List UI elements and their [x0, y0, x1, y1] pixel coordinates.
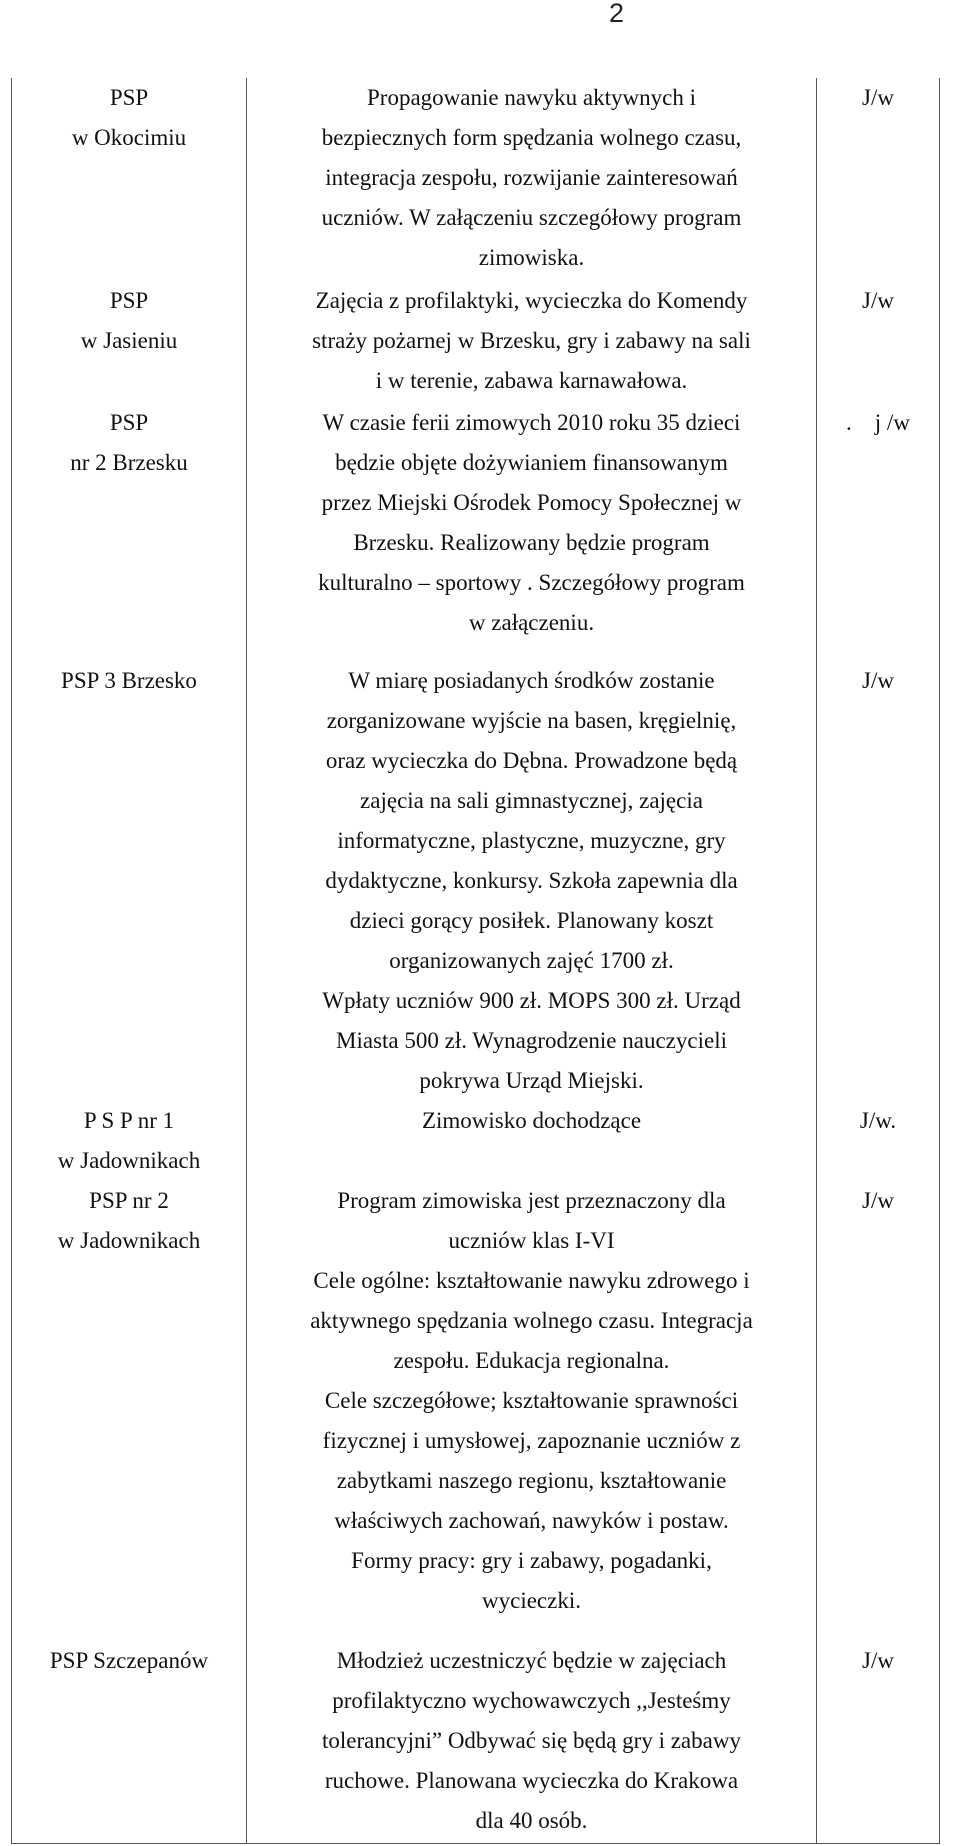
status-cell — [817, 661, 940, 1101]
table-row — [12, 78, 940, 281]
school-cell — [12, 1641, 247, 1844]
status-cell — [817, 1101, 940, 1181]
description-line: tolerancyjni” Odbywać się będą gry i zabawy — [322, 1728, 741, 1753]
table-row — [12, 1181, 940, 1641]
description-line: fizycznej i umysłowej, zapoznanie uczniów z — [322, 1428, 741, 1453]
description-line: Program zimowiska jest przeznaczony dla — [337, 1188, 726, 1213]
description-line: integracja zespołu, rozwijanie zainteresowań — [325, 165, 738, 190]
school-name-line: PSP — [109, 288, 149, 313]
table-row — [12, 1101, 940, 1181]
description-line: Cele szczegółowe; kształtowanie sprawności — [324, 1388, 739, 1413]
status-text: J/w — [862, 1188, 894, 1213]
table-row — [12, 1641, 940, 1844]
description-line: Propagowanie nawyku aktywnych i — [367, 85, 696, 110]
school-name-line: P S P nr 1 — [83, 1108, 175, 1133]
table-row — [12, 403, 940, 661]
school-cell — [12, 78, 247, 281]
description-line: dydaktyczne, konkursy. Szkoła zapewnia dla — [325, 868, 738, 893]
description-cell — [247, 1181, 817, 1641]
description-line: zespołu. Edukacja regionalna. — [393, 1348, 670, 1373]
status-cell — [817, 1641, 940, 1844]
description-line: Miasta 500 zł. Wynagrodzenie nauczycieli — [336, 1028, 727, 1053]
description-line: zorganizowane wyjście na basen, kręgielnię, — [326, 708, 737, 733]
school-cell — [12, 1181, 247, 1641]
description-cell — [247, 1641, 817, 1844]
school-name-line: w Jadownikach — [57, 1228, 201, 1253]
description-line: bezpiecznych form spędzania wolnego czasu, — [321, 125, 742, 150]
description-line: W czasie ferii zimowych 2010 roku 35 dzieci — [322, 410, 741, 435]
status-cell — [817, 281, 940, 403]
school-name-line: w Jadownikach — [57, 1148, 201, 1173]
status-text: J/w — [862, 668, 894, 693]
description-cell — [247, 403, 817, 661]
description-line: Cele ogólne: kształtowanie nawyku zdrowego i — [313, 1268, 750, 1293]
school-name-line: w Jasieniu — [80, 328, 178, 353]
school-name-line: w Okocimiu — [71, 125, 187, 150]
status-text: J/w — [862, 288, 894, 313]
status-text: J/w. — [859, 1108, 897, 1133]
description-line: informatyczne, plastyczne, muzyczne, gry — [337, 828, 726, 853]
school-name-line: PSP Szczepanów — [49, 1648, 209, 1673]
school-cell — [12, 281, 247, 403]
school-name-line: nr 2 Brzesku — [70, 450, 188, 475]
school-name-line: PSP — [109, 410, 149, 435]
description-cell — [247, 78, 817, 281]
description-line: dla 40 osób. — [475, 1808, 588, 1833]
description-line: uczniów. W załączeniu szczegółowy program — [321, 205, 742, 230]
description-cell — [247, 1101, 817, 1181]
status-cell — [817, 1181, 940, 1641]
description-line: pokrywa Urząd Miejski. — [419, 1068, 644, 1093]
description-line: w załączeniu. — [468, 610, 595, 635]
description-line: Młodzież uczestniczyć będzie w zajęciach — [336, 1648, 727, 1673]
description-line: Brzesku. Realizowany będzie program — [353, 530, 710, 555]
status-cell — [817, 403, 940, 661]
description-line: straży pożarnej w Brzesku, gry i zabawy na sali — [312, 328, 751, 353]
status-text: J/w — [862, 85, 894, 110]
school-name-line: PSP nr 2 — [89, 1188, 169, 1213]
description-line: zabytkami naszego regionu, kształtowanie — [336, 1468, 727, 1493]
description-line: W miarę posiadanych środków zostanie — [348, 668, 715, 693]
description-line: uczniów klas I-VI — [448, 1228, 615, 1253]
description-line: oraz wycieczka do Dębna. Prowadzone będą — [325, 748, 738, 773]
description-line: ruchowe. Planowana wycieczka do Krakowa — [324, 1768, 739, 1793]
school-name-line: PSP 3 Brzesko — [61, 668, 197, 693]
description-line: Wpłaty uczniów 900 zł. MOPS 300 zł. Urząd — [322, 988, 741, 1013]
schedule-rows — [12, 78, 940, 1844]
description-line: wycieczki. — [482, 1588, 581, 1613]
description-line: przez Miejski Ośrodek Pomocy Społecznej w — [321, 490, 742, 515]
table-row — [12, 661, 940, 1101]
description-line: profilaktyczno wychowawczych ,,Jesteśmy — [332, 1688, 731, 1713]
description-line: Zimowisko dochodzące — [421, 1108, 642, 1133]
description-line: zimowiska. — [478, 245, 585, 270]
description-line: Formy pracy: gry i zabawy, pogadanki, — [351, 1548, 712, 1573]
description-line: dzieci gorący posiłek. Planowany koszt — [349, 908, 714, 933]
description-line: aktywnego spędzania wolnego czasu. Integracja — [310, 1308, 753, 1333]
description-cell — [247, 661, 817, 1101]
school-cell — [12, 1101, 247, 1181]
description-line: kulturalno – sportowy . Szczegółowy program — [318, 570, 745, 595]
status-text: . j /w — [846, 410, 910, 435]
description-line: Zajęcia z profilaktyki, wycieczka do Komendy — [315, 288, 748, 313]
school-cell — [12, 661, 247, 1101]
description-line: i w terenie, zabawa karnawałowa. — [375, 368, 688, 393]
description-cell — [247, 281, 817, 403]
table-row — [12, 281, 940, 403]
schedule-table — [11, 78, 940, 1844]
status-text: J/w — [862, 1648, 894, 1673]
page-number: 2 — [608, 0, 624, 28]
description-line: będzie objęte dożywianiem finansowanym — [335, 450, 728, 475]
school-name-line: PSP — [109, 85, 149, 110]
description-line: zajęcia na sali gimnastycznej, zajęcia — [360, 788, 703, 813]
status-cell — [817, 78, 940, 281]
description-line: właściwych zachowań, nawyków i postaw. — [334, 1508, 729, 1533]
description-line: organizowanych zajęć 1700 zł. — [389, 948, 674, 973]
school-cell — [12, 403, 247, 661]
